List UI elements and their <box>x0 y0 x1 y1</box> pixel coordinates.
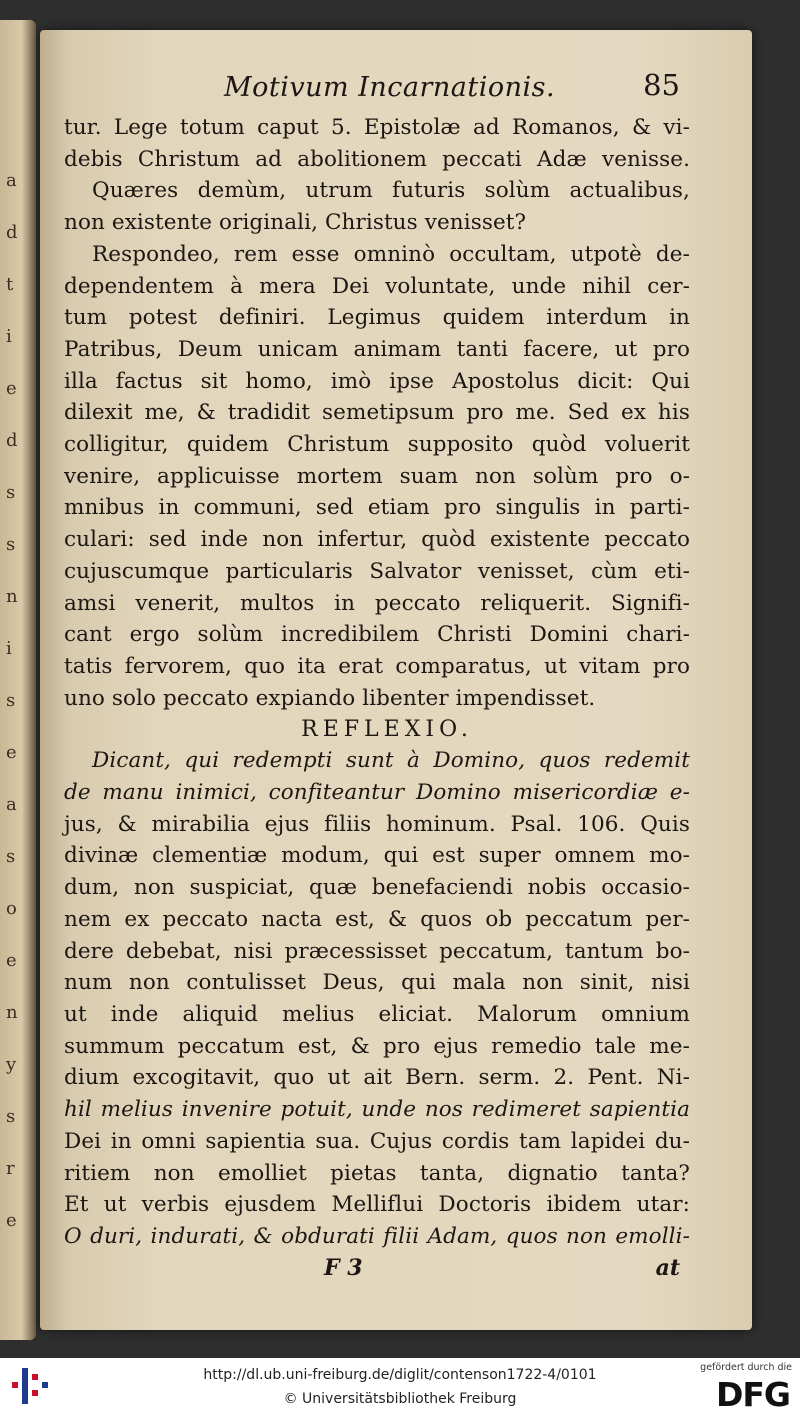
edge-letter: n <box>6 586 18 607</box>
text-line: ut inde aliquid melius eliciat. Malorum omnium <box>64 1001 690 1027</box>
edge-letter: e <box>6 950 17 971</box>
edge-letter: e <box>6 378 17 399</box>
edge-letter: s <box>6 534 16 555</box>
running-title: Motivum Incarnationis. <box>224 72 556 103</box>
text-line: O duri, indurati, & obdurati filii Adam, quos non emolli- <box>64 1223 690 1249</box>
text-line: illa factus sit homo, imò ipse Apostolus dicit: Qui <box>64 368 690 394</box>
text-line: dilexit me, & tradidit semetipsum pro me. Sed ex his <box>64 400 690 426</box>
edge-letter: t <box>6 274 14 295</box>
page-number: 85 <box>643 68 680 102</box>
catchword: at <box>655 1254 680 1281</box>
text-line: Patribus, Deum unicam animam tanti facere, ut pro <box>64 336 690 362</box>
text-line: venire, applicuisse mortem suam non solùm pro o- <box>64 463 690 489</box>
edge-letter: y <box>6 1054 17 1075</box>
text-line: mnibus in communi, sed etiam pro singulis in parti- <box>64 495 690 521</box>
edge-letter: d <box>6 222 18 243</box>
edge-letter: s <box>6 690 16 711</box>
text-line: dere debebat, nisi præcessisset peccatum, tantum bo- <box>64 938 690 964</box>
edge-letter: e <box>6 1210 17 1231</box>
edge-letter: a <box>6 794 17 815</box>
text-line: dum, non suspiciat, quæ benefaciendi nobis occasio- <box>64 875 690 901</box>
edge-letter: s <box>6 1106 16 1127</box>
text-line: de manu inimici, confiteantur Domino misericordiæ e- <box>64 780 690 806</box>
text-line: dependentem à mera Dei voluntate, unde nihil cer- <box>64 273 690 299</box>
footer-bar <box>0 1358 800 1414</box>
text-line: amsi venerit, multos in peccato reliquerit. Signifi- <box>64 590 690 616</box>
text-line: Quæres demùm, utrum futuris solùm actualibus, <box>92 178 690 204</box>
text-line: Respondeo, rem esse omninò occultam, utpotè de- <box>92 241 690 267</box>
running-head <box>64 68 690 112</box>
book-page <box>40 30 752 1330</box>
edge-letter: e <box>6 742 17 763</box>
left-page-edge <box>0 20 36 1340</box>
body-text <box>64 112 690 714</box>
dfg-funded-text: gefördert durch die <box>700 1362 792 1373</box>
text-line: non existente originali, Christus venisset? <box>64 210 527 236</box>
text-line: dium excogitavit, quo ut ait Bern. serm. 2. Pent. Ni- <box>64 1065 690 1091</box>
edge-letter: i <box>6 326 12 347</box>
text-line: uno solo peccato expiando libenter impendisset. <box>64 685 596 711</box>
text-line: divinæ clementiæ modum, qui est super omnem mo- <box>64 843 690 869</box>
reflexio-text <box>64 745 690 1252</box>
text-line: colligitur, quidem Christum supposito quòd voluerit <box>64 432 690 458</box>
edge-letter: o <box>6 898 17 919</box>
edge-letter: n <box>6 1002 18 1023</box>
dfg-logo: DFG <box>715 1375 790 1414</box>
text-line: cujuscumque particularis Salvator venisset, cùm eti- <box>64 558 690 584</box>
text-line: tum potest definiri. Legimus quidem interdum in <box>64 305 690 331</box>
text-line: tur. Lege totum caput 5. Epistolæ ad Romanos, & vi- <box>64 115 690 140</box>
edge-letter: s <box>6 482 16 503</box>
signature-mark: F 3 <box>324 1254 363 1281</box>
text-line: nem ex peccato nacta est, & quos ob peccatum per- <box>64 906 690 932</box>
edge-letter: r <box>6 1158 15 1179</box>
source-url-link[interactable]: http://dl.ub.uni-freiburg.de/diglit/contenson1722-4/0101 <box>203 1367 597 1383</box>
edge-letter: i <box>6 638 12 659</box>
text-line: Dicant, qui redempti sunt à Domino, quos redemit <box>92 748 690 774</box>
text-line: cant ergo solùm incredibilem Christi Domini chari- <box>64 622 690 648</box>
text-line: debis Christum ad abolitionem peccati Adæ venisse. <box>64 146 690 172</box>
section-heading: REFLEXIO. <box>301 717 473 743</box>
edge-letter: d <box>6 430 18 451</box>
text-line: tatis fervorem, quo ita erat comparatus, ut vitam pro <box>64 653 690 679</box>
edge-letter: a <box>6 170 17 191</box>
edge-letter: s <box>6 846 16 867</box>
text-line: Dei in omni sapientia sua. Cujus cordis tam lapidei du- <box>64 1128 690 1154</box>
text-line: jus, & mirabilia ejus filiis hominum. Psal. 106. Quis <box>64 811 690 837</box>
text-line: ritiem non emolliet pietas tanta, dignatio tanta? <box>64 1160 690 1186</box>
text-line: culari: sed inde non infertur, quòd existente peccato <box>64 527 690 553</box>
signature-line <box>64 1253 690 1287</box>
text-line: summum peccatum est, & pro ejus remedio tale me- <box>64 1033 690 1059</box>
copyright-text: © Universitätsbibliothek Freiburg <box>283 1391 517 1407</box>
text-line: num non contulisset Deus, qui mala non sinit, nisi <box>64 970 690 996</box>
text-line: Et ut verbis ejusdem Melliflui Doctoris ibidem utar: <box>64 1192 690 1218</box>
text-line: hil melius invenire potuit, unde nos redimeret sapientia <box>64 1097 690 1123</box>
page-text-block <box>64 68 690 1287</box>
